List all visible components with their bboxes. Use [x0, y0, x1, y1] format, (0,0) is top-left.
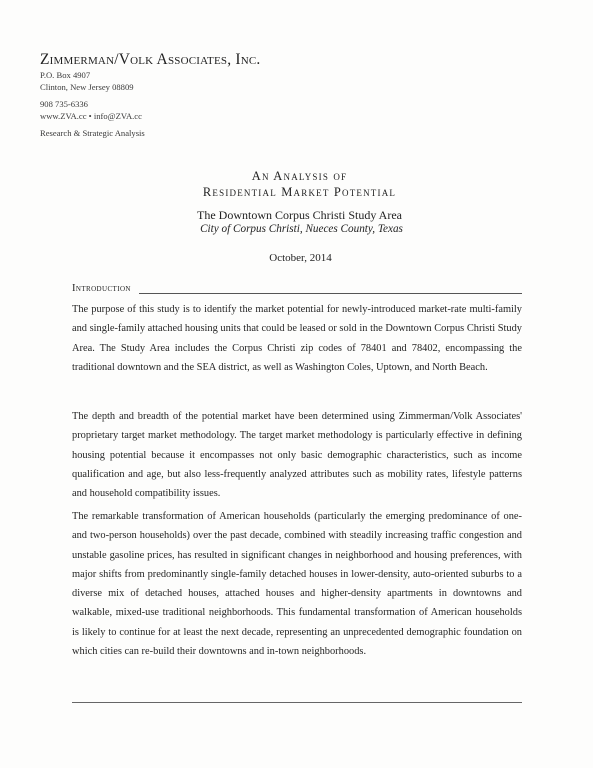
study-location: City of Corpus Christi, Nueces County, Texas [200, 223, 403, 235]
phone-number: 908 735-6336 [40, 99, 88, 110]
section-title-introduction: Introduction [72, 283, 131, 294]
address-line-2: Clinton, New Jersey 08809 [40, 81, 134, 92]
intro-paragraph-3: The remarkable transformation of American households (particularly the emerging predominance of one- and two-person households) over the past decade, combined with steadily increasing traffic congestion and unstable gasoline prices, has resulted in significant changes in neighborhood and housing preferences, with major shifts from predominantly single-family detached houses in lower-density, auto-oriented suburbs to a diverse mix of detached houses, attached houses and higher-density apartments in downtowns and walkable, mixed-use traditional neighborhoods. This fundamental transformation of American households is likely to continue for at least the next decade, representing an unprecedented demographic foundation on which cities can re-build their downtowns and in-town neighborhoods. [72, 511, 522, 658]
report-date: October, 2014 [269, 252, 332, 264]
firm-tagline: Research & Strategic Analysis [40, 128, 145, 139]
intro-paragraph-2: The depth and breadth of the potential market have been determined using Zimmerman/Volk Associates' proprietary target market methodology. The target market methodology is particularly effective in defining housing potential because it encompasses not only basic demographic characteristics, such as income qualification and age, but also less-frequently analyzed attributes such as mobility rates, lifestyle patterns and household compatibility issues. [72, 411, 522, 500]
study-area-title: The Downtown Corpus Christi Study Area [197, 208, 402, 222]
report-title-line-2: Residential Market Potential [202, 185, 397, 199]
bottom-divider [72, 702, 522, 703]
intro-paragraph-1: The purpose of this study is to identify the market potential for newly-introduced market-rate multi-family and single-family attached housing units that could be leased or sold in the Downtown Corpus Christi Study Area. The Study Area includes the Corpus Christi zip codes of 78401 and 78402, encompassing the traditional downtown and the SEA district, as well as Washington Coles, Uptown, and North Beach. [72, 304, 522, 373]
letterhead [40, 52, 440, 140]
section-header [72, 283, 522, 295]
report-title-line-1: An Analysis of [251, 169, 348, 183]
section-rule [139, 293, 522, 294]
web-and-email: www.ZVA.cc • info@ZVA.cc [40, 110, 142, 121]
firm-name: Zimmerman/Volk Associates, Inc. [40, 51, 261, 68]
address-line-1: P.O. Box 4907 [40, 70, 91, 80]
report-title-block [0, 168, 593, 265]
